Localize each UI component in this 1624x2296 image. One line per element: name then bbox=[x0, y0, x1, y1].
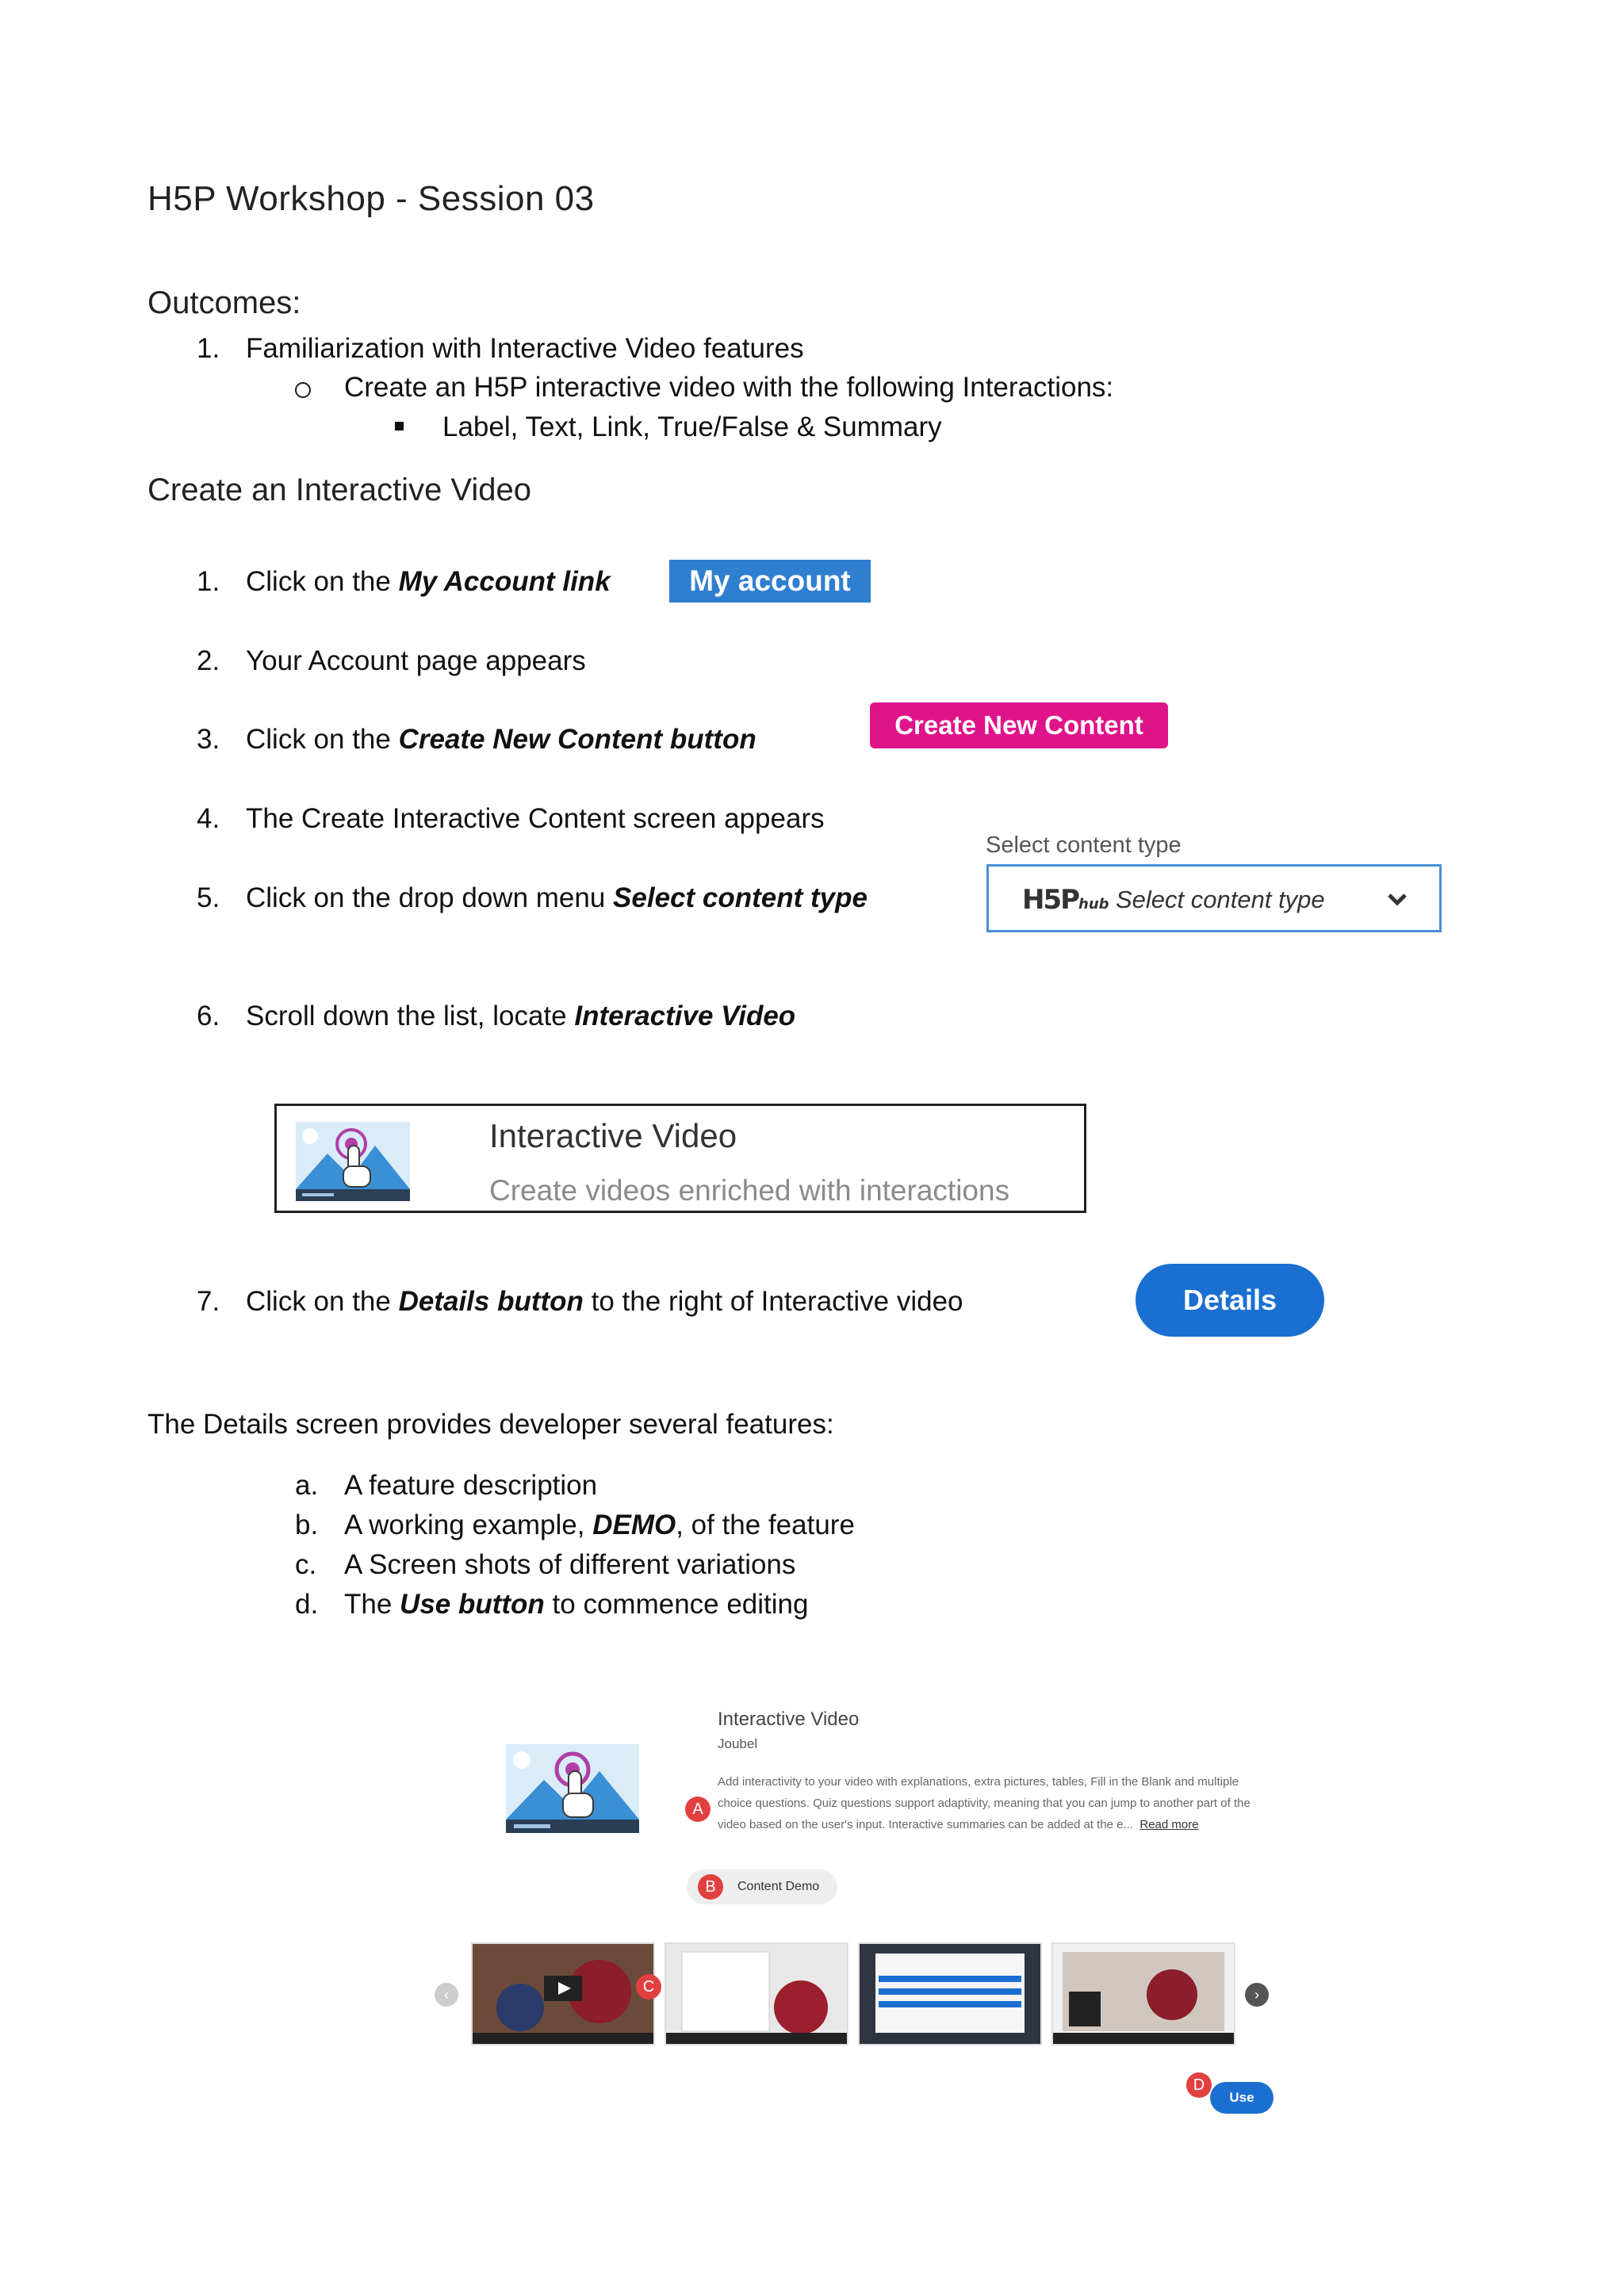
select-placeholder: Select content type bbox=[1116, 886, 1325, 913]
outcome-sub-sub-item: Label, Text, Link, True/False & Summary bbox=[442, 411, 942, 442]
feature-item: The Use button to commence editing bbox=[344, 1589, 809, 1620]
details-intro: The Details screen provides developer several features: bbox=[147, 1409, 834, 1440]
badge-a: A bbox=[685, 1797, 710, 1822]
step-text: The Create Interactive Content screen appears bbox=[246, 803, 825, 834]
outcome-sub-item: Create an H5P interactive video with the following Interactions: bbox=[344, 372, 1114, 403]
outcome-number: 1. bbox=[197, 333, 220, 364]
select-content-type-label: Select content type bbox=[986, 832, 1182, 858]
screenshot-thumbnail[interactable] bbox=[665, 1942, 848, 2045]
badge-c: C bbox=[636, 1974, 661, 1999]
outcome-item: Familiarization with Interactive Video features bbox=[246, 333, 804, 364]
details-title: Interactive Video bbox=[718, 1709, 860, 1730]
feature-item: A feature description bbox=[344, 1470, 598, 1501]
step-number: 6. bbox=[197, 1001, 220, 1031]
interactive-video-list-item[interactable] bbox=[274, 1104, 1086, 1213]
feature-letter: b. bbox=[295, 1510, 319, 1540]
step-number: 5. bbox=[197, 882, 220, 913]
step-number: 7. bbox=[197, 1286, 220, 1317]
create-new-content-button[interactable]: Create New Content bbox=[870, 702, 1168, 748]
step-number: 2. bbox=[197, 645, 220, 676]
feature-letter: a. bbox=[295, 1470, 319, 1501]
use-button[interactable]: Use bbox=[1210, 2082, 1274, 2114]
step-number: 3. bbox=[197, 724, 220, 755]
interactive-video-icon bbox=[506, 1744, 639, 1837]
feature-letter: c. bbox=[295, 1549, 317, 1580]
outcomes-heading: Outcomes: bbox=[147, 285, 301, 320]
step-number: 1. bbox=[197, 566, 220, 597]
interactive-video-title: Interactive Video bbox=[489, 1117, 737, 1154]
my-account-button[interactable]: My account bbox=[669, 560, 871, 603]
square-bullet-icon bbox=[395, 422, 404, 430]
step-text: Scroll down the list, locate Interactive Video bbox=[246, 1001, 796, 1031]
chevron-down-icon bbox=[1385, 882, 1409, 920]
section-heading: Create an Interactive Video bbox=[147, 473, 532, 507]
carousel-prev-icon[interactable]: ‹ bbox=[435, 1983, 458, 2007]
feature-letter: d. bbox=[295, 1589, 319, 1620]
circle-bullet-icon bbox=[295, 382, 311, 398]
step-text: Click on the Create New Content button bbox=[246, 724, 756, 755]
read-more-link[interactable]: Read more bbox=[1139, 1818, 1199, 1831]
badge-b: B bbox=[698, 1874, 723, 1900]
screenshot-thumbnail[interactable] bbox=[858, 1942, 1042, 2045]
feature-item: A Screen shots of different variations bbox=[344, 1549, 796, 1580]
feature-item: A working example, DEMO, of the feature bbox=[344, 1510, 855, 1540]
screenshot-thumbnail[interactable] bbox=[471, 1942, 655, 2045]
step-text: Click on the drop down menu Select content type bbox=[246, 882, 868, 913]
page-title: H5P Workshop - Session 03 bbox=[147, 179, 595, 218]
details-screenshot bbox=[435, 1689, 1283, 2117]
step-number: 4. bbox=[197, 803, 220, 834]
carousel-next-icon[interactable]: › bbox=[1245, 1983, 1269, 2007]
details-author: Joubel bbox=[718, 1736, 758, 1751]
content-demo-button[interactable]: Content Demo bbox=[687, 1869, 837, 1904]
h5p-hub-logo: H5Phub bbox=[1022, 884, 1109, 916]
step-text: Your Account page appears bbox=[246, 645, 586, 676]
details-button[interactable]: Details bbox=[1136, 1264, 1324, 1337]
interactive-video-subtitle: Create videos enriched with interactions bbox=[489, 1174, 1010, 1207]
details-description: Add interactivity to your video with explanations, extra pictures, tables, Fill in the Blank and multiple choice questions. Quiz questions support adaptivity, meaning that you can jump to another part of the video based on the user's input. Interactive summaries can be added at the e... Read more bbox=[718, 1775, 1251, 1831]
step-text: Click on the My Account link bbox=[246, 566, 611, 597]
interactive-video-icon bbox=[296, 1122, 410, 1205]
select-content-type-dropdown[interactable] bbox=[986, 864, 1442, 932]
badge-d: D bbox=[1186, 2072, 1212, 2098]
screenshot-thumbnail[interactable] bbox=[1051, 1942, 1235, 2045]
step-text: Click on the Details button to the right of Interactive video bbox=[246, 1286, 963, 1317]
